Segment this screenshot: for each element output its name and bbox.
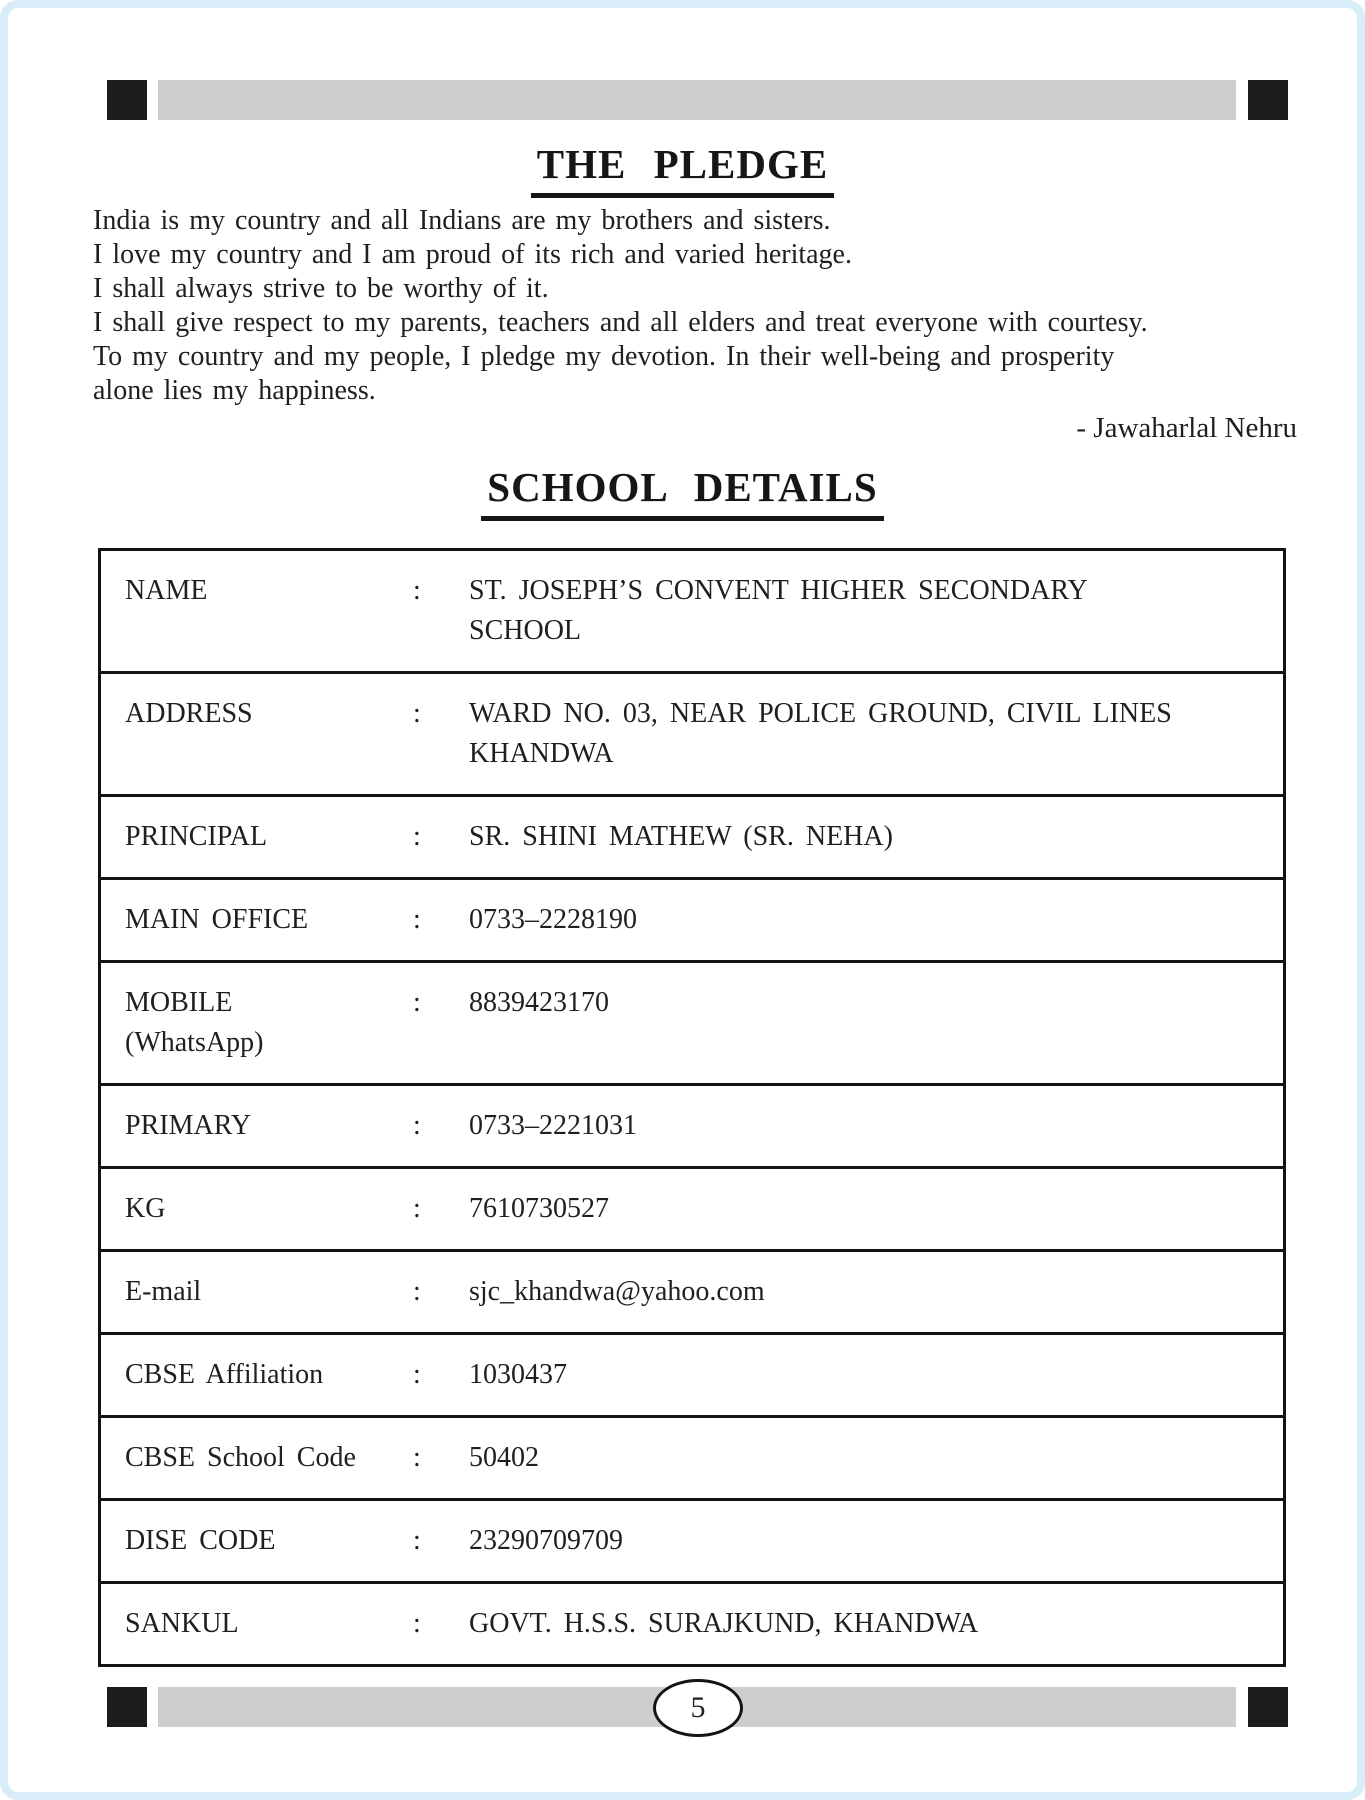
row-value-cell (469, 983, 1273, 1063)
row-value: 0733–2221031 (469, 1110, 637, 1141)
top-left-black-square (107, 80, 147, 120)
row-label: MOBILE (125, 987, 233, 1018)
table-row (101, 671, 1283, 794)
pledge-text (93, 204, 1323, 408)
bottom-right-black-square (1248, 1687, 1288, 1727)
row-value-cell (469, 900, 1273, 940)
row-value-cell (469, 1189, 1273, 1229)
row-value-cell (469, 817, 1273, 857)
row-label: DISE CODE (125, 1525, 276, 1556)
row-separator: : (413, 904, 421, 935)
table-row (101, 1166, 1283, 1249)
row-value: 1030437 (469, 1359, 567, 1390)
row-separator: : (413, 1276, 421, 1307)
row-label: ADDRESS (125, 698, 253, 729)
row-value-cell (469, 1521, 1273, 1561)
row-label: PRIMARY (125, 1110, 252, 1141)
pledge-line: I shall give respect to my parents, teachers and all elders and treat everyone with courtesy. (93, 307, 1148, 338)
row-value2: KHANDWA (469, 738, 614, 769)
row-separator: : (413, 1359, 421, 1390)
row-separator: : (413, 1608, 421, 1639)
row-value-cell (469, 1355, 1273, 1395)
row-value: sjc_khandwa@yahoo.com (469, 1276, 765, 1307)
row-label: MAIN OFFICE (125, 904, 309, 935)
bottom-left-black-square (107, 1687, 147, 1727)
row-value-cell (469, 1604, 1273, 1644)
school-details-table (98, 548, 1286, 1667)
table-row (101, 551, 1283, 671)
row-separator: : (413, 575, 421, 606)
top-gray-bar (158, 80, 1236, 120)
table-row (101, 1415, 1283, 1498)
row-value-cell (469, 1272, 1273, 1312)
table-row (101, 794, 1283, 877)
table-row (101, 1581, 1283, 1664)
school-details-title: SCHOOL DETAILS (481, 463, 883, 521)
row-value: 23290709709 (469, 1525, 623, 1556)
row-label2: (WhatsApp) (125, 1027, 264, 1058)
table-row (101, 877, 1283, 960)
row-label-cell (125, 983, 413, 1063)
page-number: 5 (690, 1691, 706, 1724)
row-label: E-mail (125, 1276, 202, 1307)
row-label: PRINCIPAL (125, 821, 268, 852)
row-label-cell (125, 1355, 413, 1395)
row-separator: : (413, 987, 421, 1018)
row-value: ST. JOSEPH’S CONVENT HIGHER SECONDARY (469, 575, 1088, 606)
row-label-cell (125, 1604, 413, 1644)
row-separator: : (413, 821, 421, 852)
school-details-title-wrap (8, 463, 1357, 521)
row-label-cell (125, 900, 413, 940)
table-row (101, 1498, 1283, 1581)
top-right-black-square (1248, 80, 1288, 120)
row-label: CBSE School Code (125, 1442, 356, 1473)
row-label-cell (125, 1521, 413, 1561)
row-label: SANKUL (125, 1608, 239, 1639)
row-value-cell (469, 694, 1273, 774)
pledge-title: THE PLEDGE (531, 140, 834, 198)
page-number-badge (653, 1679, 743, 1737)
row-value: 7610730527 (469, 1193, 609, 1224)
table-row (101, 1083, 1283, 1166)
row-value: WARD NO. 03, NEAR POLICE GROUND, CIVIL LINES (469, 698, 1172, 729)
pledge-line: I shall always strive to be worthy of it. (93, 273, 549, 304)
row-value-cell (469, 1438, 1273, 1478)
row-value-cell (469, 571, 1273, 651)
pledge-title-wrap (8, 140, 1357, 198)
row-separator: : (413, 1193, 421, 1224)
row-label: NAME (125, 575, 208, 606)
table-row (101, 1249, 1283, 1332)
row-label-cell (125, 1106, 413, 1146)
table-row (101, 960, 1283, 1083)
row-label-cell (125, 571, 413, 651)
row-value: 8839423170 (469, 987, 609, 1018)
row-value2: SCHOOL (469, 615, 582, 646)
row-separator: : (413, 1442, 421, 1473)
pledge-line: alone lies my happiness. (93, 375, 376, 406)
row-value: GOVT. H.S.S. SURAJKUND, KHANDWA (469, 1608, 979, 1639)
pledge-line: I love my country and I am proud of its rich and varied heritage. (93, 239, 852, 270)
pledge-line: To my country and my people, I pledge my devotion. In their well-being and prosperity (93, 341, 1115, 372)
row-value: 50402 (469, 1442, 539, 1473)
row-value: SR. SHINI MATHEW (SR. NEHA) (469, 821, 893, 852)
row-label: CBSE Affiliation (125, 1359, 324, 1390)
row-separator: : (413, 1110, 421, 1141)
row-label-cell (125, 817, 413, 857)
table-row (101, 1332, 1283, 1415)
row-value: 0733–2228190 (469, 904, 637, 935)
row-label: KG (125, 1193, 166, 1224)
row-separator: : (413, 1525, 421, 1556)
row-label-cell (125, 1189, 413, 1229)
pledge-line: India is my country and all Indians are my brothers and sisters. (93, 205, 831, 236)
row-label-cell (125, 1438, 413, 1478)
row-label-cell (125, 694, 413, 774)
row-label-cell (125, 1272, 413, 1312)
row-separator: : (413, 698, 421, 729)
pledge-attribution: - Jawaharlal Nehru (1076, 412, 1297, 444)
row-value-cell (469, 1106, 1273, 1146)
